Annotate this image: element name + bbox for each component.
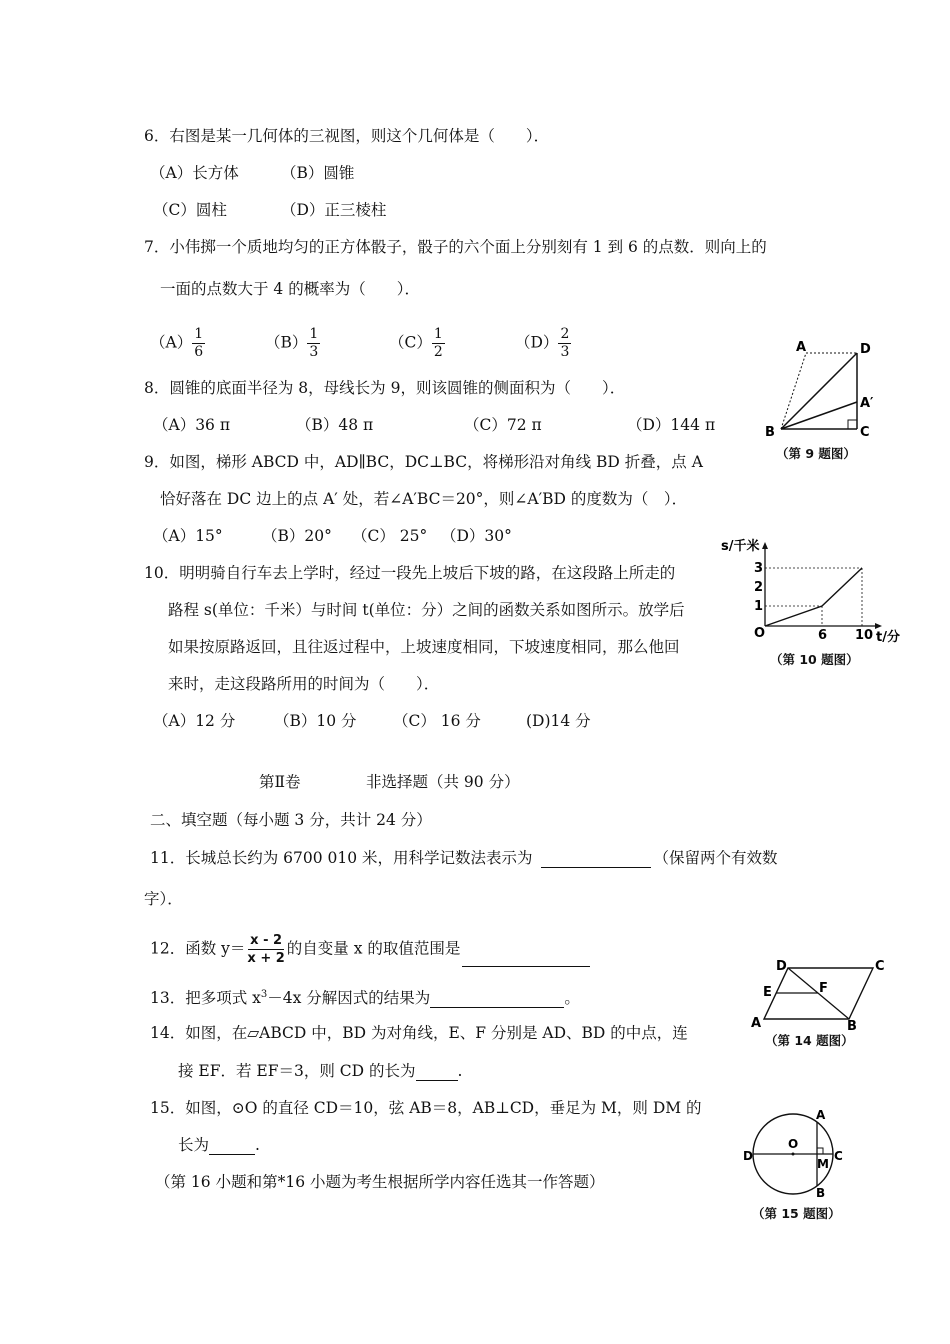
figure-10 [716,536,906,670]
section-subtitle: 非选择题（共 90 分） [366,773,520,791]
fig10-tick-x10: 10 [855,628,874,643]
q7-b-denominator: 3 [309,344,319,360]
q13-stem [150,985,580,1008]
q11-stem-line2: 字）． [144,890,183,908]
q10-option-c: （C） 16 分 [393,712,481,730]
section-title: 第Ⅱ卷 [259,773,301,791]
fig14-label-e: E [763,985,772,1000]
fig10-origin-label: O [754,626,766,641]
fig9-segment-ba1 [781,402,857,429]
q7-option-b [265,326,320,361]
fig9-caption: （第 9 题图） [776,446,856,461]
q11-stem-tail: （保留两个有效数 [653,849,778,867]
fig15-right-angle-mark [817,1148,823,1154]
q7-a-fraction [192,326,205,361]
question16-note: （第 16 小题和第*16 小题为考生根据所学内容任选其一作答题） [155,1173,605,1191]
fig14-label-c: C [875,959,885,974]
q7-d-numerator: 2 [560,326,570,342]
q15-stem-text: 长为 [178,1136,210,1154]
q7-c-label: （C） [389,333,432,352]
q11-answer-blank[interactable] [541,851,651,868]
fig9-label-a-prime: A′ [860,396,874,411]
q7-b-label: （B） [265,333,308,352]
q6-option-d: （D）正三棱柱 [281,201,387,219]
q7-option-c [389,326,445,361]
q7-d-fraction [558,326,571,361]
fig10-y-label: s/千米 [721,539,760,554]
fig9-label-d: D [860,342,871,357]
q12-numerator: x - 2 [250,933,283,948]
fig10-x-label: t/分 [876,630,900,645]
q15-stem-line1: 15．如图，⊙O 的直径 CD＝10，弦 AB＝8，AB⊥CD，垂足为 M，则 DM 的 [150,1099,702,1117]
q7-option-d [515,326,571,361]
figure-14 [745,955,895,1050]
q14-answer-blank[interactable] [416,1064,458,1081]
q7-b-numerator: 1 [309,326,319,342]
q13-middle: －4x 分解因式的结果为 [267,989,431,1008]
q10-stem-line3: 如果按原路返回，且往返过程中，上坡速度相同，下坡速度相同，那么他回 [168,638,680,656]
q12-stem [150,932,590,967]
q8-option-a: （A）36 π [153,416,231,434]
q14-end: . [457,1062,463,1080]
fig9-label-a: A [796,340,807,355]
q13-end: 。 [564,989,580,1008]
q6-stem: 6．右图是某一几何体的三视图，则这个几何体是（ ）． [144,127,550,145]
fig15-caption: （第 15 题图） [752,1206,841,1221]
q15-end: . [255,1136,260,1154]
q7-c-denominator: 2 [433,344,443,360]
fig10-graph-line [765,568,862,626]
q13-answer-blank[interactable] [430,991,564,1008]
fig9-label-c: C [860,425,870,440]
q11-stem-line1 [150,848,778,868]
fig14-label-f: F [819,981,828,996]
q12-suffix: 的自变量 x 的取值范围是 [286,939,461,958]
q12-prefix: 12．函数 y＝ [150,939,246,958]
fig10-tick-y1: 1 [754,599,764,614]
q9-option-a: （A）15° [153,527,223,545]
q11-stem-text: 11．长城总长约为 6700 010 米，用科学记数法表示为 [150,849,533,867]
q9-stem-line2: 恰好落在 DC 边上的点 A′ 处，若∠A′BC＝20°，则∠A′BD 的度数为（ ）． [160,490,688,508]
q14-stem-line1: 14．如图，在▱ABCD 中，BD 为对角线，E、F 分别是 AD、BD 的中点，连 [150,1024,688,1042]
q6-option-b: （B）圆锥 [281,164,355,182]
fig10-caption: （第 10 题图） [770,652,859,667]
q7-option-a [150,326,205,361]
fig15-label-d: D [743,1149,753,1163]
q10-stem-line1: 10．明明骑自行车去上学时，经过一段先上坡后下坡的路，在这段路上所走的 [144,564,676,582]
q12-denominator: x + 2 [247,951,285,966]
q7-a-numerator: 1 [194,326,204,342]
fig15-label-a: A [816,1108,826,1122]
q8-stem: 8．圆锥的底面半径为 8，母线长为 9，则该圆锥的侧面积为（ ）． [144,379,626,397]
fig14-label-b: B [847,1019,857,1034]
fill-in-header: 二、填空题（每小题 3 分，共计 24 分） [150,811,432,829]
q12-answer-blank[interactable] [462,950,590,967]
q10-option-a: （A）12 分 [153,712,236,730]
fig10-y-axis-arrow [762,542,768,549]
fig10-x-axis-arrow [875,623,882,629]
fig10-tick-x6: 6 [818,628,828,643]
q8-option-d: （D）144 π [627,416,716,434]
q12-fraction [245,932,286,967]
fig10-tick-y3: 3 [754,561,764,576]
q7-c-fraction [432,326,445,361]
fig9-segment-ab [781,353,806,429]
q6-option-c: （C）圆柱 [153,201,227,219]
q7-stem-line2: 一面的点数大于 4 的概率为（ ）． [160,280,420,298]
q7-stem-line1: 7．小伟掷一个质地均匀的正方体骰子，骰子的六个面上分别刻有 1 到 6 的点数．则向上的 [144,238,767,256]
q7-d-denominator: 3 [560,344,570,360]
q7-c-numerator: 1 [433,326,443,342]
q6-option-a: （A）长方体 [150,164,239,182]
q13-prefix: 13．把多项式 x [150,989,261,1008]
q15-stem-line2 [178,1135,260,1155]
q10-stem-line4: 来时，走这段路所用的时间为（ ）． [168,675,440,693]
fig14-caption: （第 14 题图） [765,1033,854,1048]
q9-option-d: （D）30° [441,527,512,545]
q10-option-b: （B）10 分 [274,712,357,730]
fig15-center-point [792,1153,795,1156]
q8-option-b: （B）48 π [296,416,374,434]
q7-b-fraction [307,326,320,361]
q9-option-b: （B）20° [262,527,332,545]
fig14-label-d: D [776,959,787,974]
figure-9 [762,336,892,466]
q14-stem-text: 接 EF．若 EF＝3，则 CD 的长为 [178,1062,416,1080]
q9-option-c: （C） 25° [352,527,428,545]
q7-a-denominator: 6 [194,344,204,360]
q15-answer-blank[interactable] [209,1138,255,1155]
q14-stem-line2 [178,1061,462,1081]
fig15-label-b: B [816,1186,826,1200]
fig15-label-c: C [834,1149,843,1163]
q10-option-d: (D)14 分 [526,712,591,730]
q7-d-label: （D） [515,333,559,352]
q13-exponent: 3 [260,989,268,1000]
q10-stem-line2: 路程 s(单位：千米）与时间 t(单位：分）之间的函数关系如图所示。放学后 [168,601,685,619]
fig10-tick-y2: 2 [754,580,764,595]
fig9-right-angle-mark [848,420,857,429]
fig9-segment-bd [781,353,857,429]
figure-15 [736,1104,866,1226]
q9-stem-line1: 9．如图，梯形 ABCD 中，AD∥BC，DC⊥BC，将梯形沿对角线 BD 折叠，点 A [144,453,703,471]
q8-option-c: （C）72 π [464,416,542,434]
q7-a-label: （A） [150,333,193,352]
fig14-label-a: A [751,1016,762,1031]
fig15-label-m: M [817,1157,829,1171]
fig15-label-o: O [788,1137,799,1151]
fig9-label-b: B [765,425,775,440]
